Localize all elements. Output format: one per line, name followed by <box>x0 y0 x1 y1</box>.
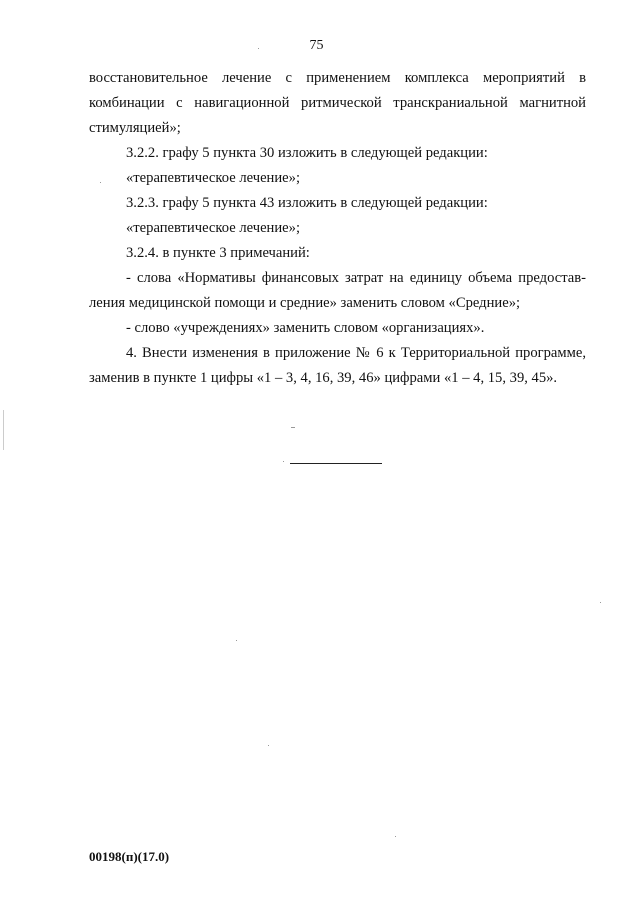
document-body <box>89 66 586 391</box>
paragraph-continuation-line-2: комбинации с навигационной ритмической транскраниальной магнитной <box>89 95 586 111</box>
paragraph-dash-2: - слово «учреждениях» заменить словом «организациях». <box>126 320 485 336</box>
paragraph-continuation-end: стимуляцией»; <box>89 120 181 136</box>
scan-speck <box>258 48 259 49</box>
paragraph-3-2-4: 3.2.4. в пункте 3 примечаний: <box>126 245 310 261</box>
scan-speck <box>236 640 237 641</box>
end-divider-line <box>290 463 382 464</box>
paragraph-3-2-2-value: «терапевтическое лечение»; <box>126 170 301 186</box>
page-number: 75 <box>309 38 324 53</box>
scan-speck <box>100 182 101 183</box>
paragraph-3-2-3: 3.2.3. графу 5 пункта 43 изложить в следующей редакции: <box>126 195 488 211</box>
scan-speck <box>600 602 601 603</box>
paragraph-dash-1-line-1: - слова «Нормативы финансовых затрат на единицу объема предостав- <box>126 270 586 286</box>
paragraph-3-2-3-value: «терапевтическое лечение»; <box>126 220 301 236</box>
paragraph-4-line-1: 4. Внести изменения в приложение № 6 к Территориальной программе, <box>126 345 586 361</box>
scan-speck <box>268 745 269 746</box>
scan-edge-mark <box>3 410 4 450</box>
scan-speck <box>395 836 396 837</box>
paragraph-3-2-2: 3.2.2. графу 5 пункта 30 изложить в следующей редакции: <box>126 145 488 161</box>
paragraph-4-end: заменив в пункте 1 цифры «1 – 3, 4, 16, 39, 46» цифрами «1 – 4, 15, 39, 45». <box>89 370 558 386</box>
paragraph-continuation-line-1: восстановительное лечение с применением комплекса мероприятий в <box>89 70 586 86</box>
document-code: 00198(п)(17.0) <box>89 849 170 864</box>
paragraph-dash-1-end: ления медицинской помощи и средние» заменить словом «Средние»; <box>89 295 521 311</box>
scan-speck <box>291 427 295 428</box>
scan-speck <box>283 461 284 462</box>
